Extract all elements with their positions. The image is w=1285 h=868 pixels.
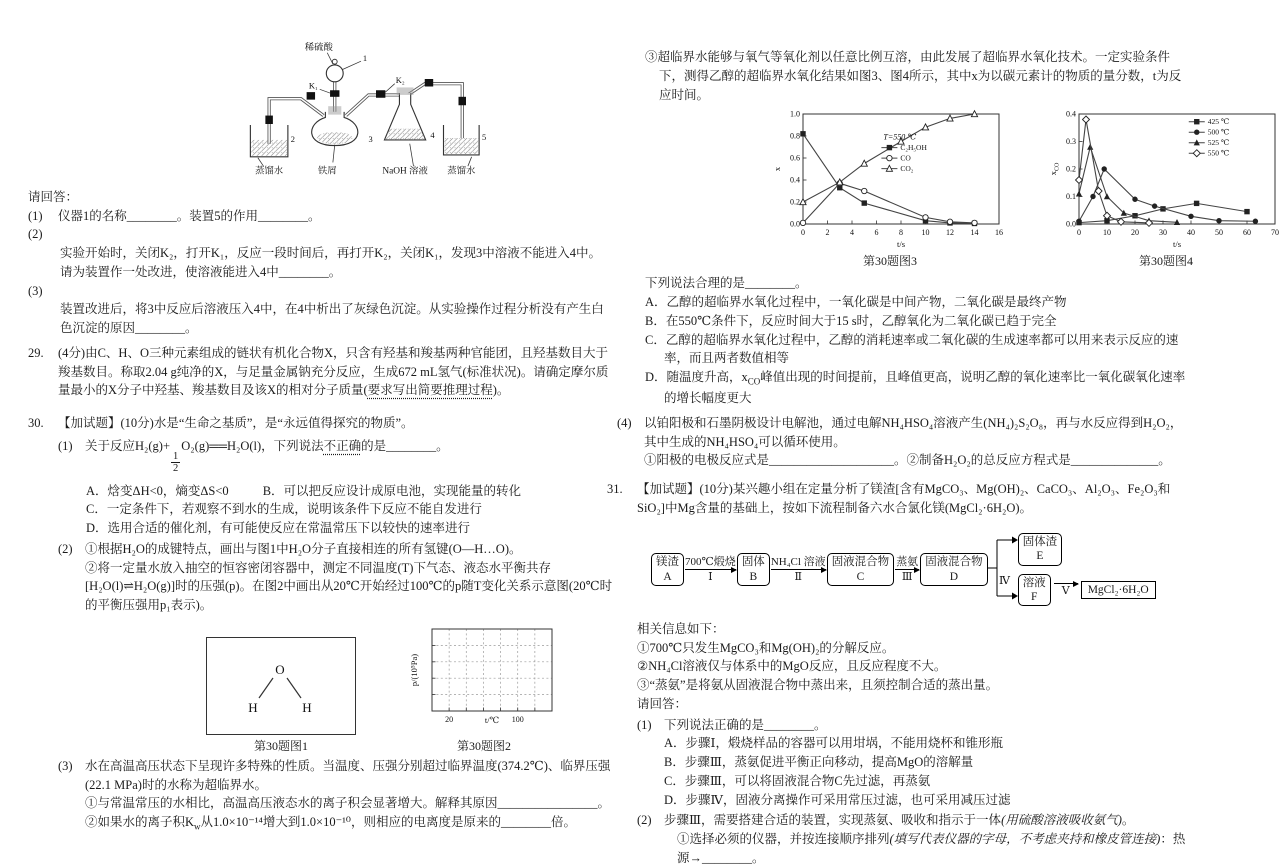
svg-text:0.0: 0.0 bbox=[790, 219, 800, 229]
kw-text-a: ②如果水的离子积K bbox=[85, 815, 195, 830]
svg-text:CO: CO bbox=[900, 153, 911, 163]
instrument-1-label: 1 bbox=[362, 53, 368, 64]
svg-text:0: 0 bbox=[1077, 228, 1081, 238]
flask-3-number: 3 bbox=[368, 133, 373, 144]
flow-box-E bbox=[1018, 533, 1063, 566]
svg-text:x: x bbox=[772, 167, 782, 172]
funnel-top bbox=[332, 59, 337, 64]
svg-text:0.2: 0.2 bbox=[790, 197, 800, 207]
q30-emphasis: 不正确 bbox=[323, 438, 362, 453]
box-letter: B bbox=[749, 570, 758, 583]
k1-label: K₁ bbox=[308, 80, 318, 91]
q30-sel-option-c: C．乙醇的超临界水氧化过程中，乙醇的消耗速率或二氧化碳的生成速率都可以用来表示反应的速率，而且两者数值相等 bbox=[645, 332, 1179, 366]
q28-item-1 bbox=[28, 207, 613, 226]
svg-text:0.4: 0.4 bbox=[1066, 109, 1076, 119]
q30-p4-line2: ①阳极的电极反应式是____________________。②制备H₂O₂的总反应方程式是______________。 bbox=[644, 453, 1171, 468]
svg-text:t/s: t/s bbox=[1172, 239, 1182, 250]
figure-3-caption: 第30题图3 bbox=[862, 254, 917, 269]
valve-k1 bbox=[330, 90, 339, 97]
q31-info-head: 相关信息如下： bbox=[637, 621, 725, 636]
q30-p2-line1: ①根据H₂O的成键特点，画出与图1中H₂O分子直接相连的所有氢键(O—H…O)。 bbox=[85, 541, 522, 556]
q28-item-2-text: 实验开始时，关闭K₂，打开K₁，反应一段时间后，再打开K₂，关闭K₁，发现3中溶液不能进入4中。请为装置作一处改进，使溶液能进入4中________。 bbox=[60, 246, 602, 279]
beaker-5-water bbox=[444, 138, 478, 154]
flow-box-A bbox=[651, 553, 684, 586]
svg-text:0.3: 0.3 bbox=[1066, 137, 1076, 147]
q30-sel-option-d bbox=[645, 368, 1189, 408]
oxidation-chart-550 bbox=[771, 108, 1009, 250]
flow-product: MgCl₂·6H₂O bbox=[1081, 581, 1156, 599]
q30-p3-line2: ①与常温常压的水相比，高温高压液态水的离子积会显著增大。解释其原因________________。 bbox=[85, 796, 611, 811]
arrow-label: NH₄Cl 溶液 bbox=[770, 555, 826, 568]
svg-text:0.1: 0.1 bbox=[1066, 192, 1076, 202]
arrow-label: 700℃煅烧 bbox=[685, 555, 736, 568]
part-number: (2) bbox=[58, 541, 73, 556]
tube-joint bbox=[459, 97, 467, 105]
svg-text:t/s: t/s bbox=[896, 239, 906, 250]
fraction-denominator: 2 bbox=[173, 462, 179, 474]
question-29-text bbox=[58, 344, 613, 400]
p2-line2-text: ①选择必须的仪器，并按连接顺序排列 bbox=[677, 832, 890, 847]
figure-2-caption: 第30题图2 bbox=[456, 738, 511, 753]
svg-text:8: 8 bbox=[899, 228, 903, 238]
item-number: (3) bbox=[28, 283, 43, 298]
q31-info-2: ②NH₄Cl溶液仅与体系中的MgO反应，且反应程度不大。 bbox=[637, 659, 947, 674]
svg-text:60: 60 bbox=[1243, 228, 1251, 238]
box-label: 固液混合物 bbox=[925, 556, 983, 569]
option-a: A．焓变ΔH<0，熵变ΔS<0 bbox=[86, 483, 229, 498]
question-29 bbox=[28, 344, 613, 400]
q30-option-c: C．一定条件下，若观察不到水的生成，说明该条件下反应不能自发进行 bbox=[86, 502, 482, 517]
iron-label: 铁屑 bbox=[317, 166, 337, 177]
q31-info-3: ③“蒸氨”是将氨从固液混合物中蒸出来，且须控制合适的蒸出量。 bbox=[637, 678, 999, 693]
box-letter: C bbox=[856, 570, 865, 583]
q30-option-d: D．选用合适的催化剂，有可能使反应在常温常压下以较快的速率进行 bbox=[86, 521, 471, 536]
box-letter: F bbox=[1030, 591, 1038, 604]
q30-figures-1-2 bbox=[206, 623, 613, 755]
question-30 bbox=[28, 414, 613, 834]
q30-part-3 bbox=[58, 757, 613, 834]
svg-text:t/℃: t/℃ bbox=[484, 714, 500, 725]
svg-text:16: 16 bbox=[995, 228, 1003, 238]
q28-item-3-text: 装置改进后，将3中反应后溶液压入4中，在4中析出了灰绿色沉淀。从实验操作过程分析没有产生白色沉淀的原因________。 bbox=[60, 302, 604, 335]
apparatus-figure bbox=[196, 38, 613, 186]
arrow-label: 蒸氨 bbox=[896, 555, 919, 568]
valve-k2 bbox=[376, 90, 385, 98]
svg-text:0.2: 0.2 bbox=[1066, 164, 1076, 174]
q31-option-d: D．步骤Ⅳ，固液分离操作可采用常压过滤，也可采用减压过滤 bbox=[664, 792, 1011, 807]
figure-4 bbox=[1047, 108, 1285, 270]
box-letter: E bbox=[1036, 550, 1044, 563]
funnel-bulb bbox=[326, 65, 343, 82]
q30-sel-option-a: A．乙醇的超临界水氧化过程中，一氧化碳是中间产物，二氧化碳是最终产物 bbox=[645, 295, 1067, 309]
q29-text: (4分)由C、H、O三种元素组成的链状有机化合物X，只含有羟基和羧基两种官能团，且羟基数目大于羧基数目。称取2.04 g纯净的X，与足量金属钠充分反应，生成672 mL氢气(标准状况)。请确定摩尔质量最小的X分子中羟基、羧基数目及该X的相对分子质量( bbox=[58, 345, 609, 398]
arrow-shaft bbox=[1054, 583, 1078, 584]
tube-joint bbox=[425, 79, 433, 87]
option-b: B．可以把反应设计成原电池，实现能量的转化 bbox=[262, 483, 522, 498]
q31-option-a: A．步骤Ⅰ，煅烧样品的容器可以用坩埚，不能用烧杯和锥形瓶 bbox=[664, 736, 1003, 751]
q30-head: 【加试题】(10分)水是“生命之基质”，是“永远值得探究的物质”。 bbox=[58, 416, 414, 430]
arrow-shaft bbox=[895, 569, 919, 570]
atom-H2: H bbox=[302, 699, 312, 715]
box-letter: D bbox=[949, 570, 959, 583]
atom-H1: H bbox=[248, 699, 258, 715]
beaker-5-number: 5 bbox=[481, 131, 487, 142]
p2-text-end: 。 bbox=[1121, 813, 1135, 828]
sel-d-text-a: D．随温度升高，x bbox=[645, 370, 748, 384]
fraction-numerator: 1 bbox=[173, 450, 179, 462]
flow-box-D bbox=[920, 553, 988, 586]
svg-text:425 ℃: 425 ℃ bbox=[1207, 117, 1230, 127]
arrow-step: Ⅱ bbox=[794, 571, 802, 584]
flow-fork bbox=[988, 526, 1018, 614]
arrow-step: Ⅰ bbox=[708, 571, 713, 584]
box-label: 固体渣 bbox=[1022, 535, 1058, 548]
p2-text: 步骤Ⅲ，需要搭建合适的装置，实现蒸氨、吸收和指示于一体 bbox=[664, 813, 1002, 828]
kw-subscript: w bbox=[194, 821, 201, 832]
svg-text:T=550 ℃: T=550 ℃ bbox=[883, 132, 917, 142]
svg-text:70: 70 bbox=[1271, 228, 1279, 238]
q31-option-b: B．步骤Ⅲ，蒸氨促进平衡正向移动，提高MgO的溶解量 bbox=[664, 755, 974, 770]
figure-2 bbox=[408, 623, 560, 755]
q31-qa-prompt: 请回答： bbox=[637, 696, 688, 711]
q31-part-1 bbox=[637, 716, 1189, 810]
iron-filings bbox=[317, 132, 353, 144]
flow-box-B bbox=[737, 553, 770, 586]
part-number: (1) bbox=[58, 438, 73, 453]
flow-arrow-1 bbox=[684, 556, 737, 584]
water-right-label: 蒸馏水 bbox=[447, 166, 476, 177]
flask-4-number: 4 bbox=[430, 130, 435, 141]
part-number: (4) bbox=[617, 415, 632, 430]
flow-arrow-2 bbox=[770, 556, 827, 584]
box-label: 固体 bbox=[741, 556, 765, 569]
q30-figures-3-4 bbox=[771, 108, 1279, 270]
co-fraction-chart bbox=[1047, 108, 1285, 250]
q30-stem-end: 的是________。 bbox=[361, 438, 449, 453]
q31-p2-line1 bbox=[664, 811, 1189, 830]
svg-text:1.0: 1.0 bbox=[790, 109, 800, 119]
part-number: (1) bbox=[637, 717, 652, 732]
arrow-step-4: Ⅳ bbox=[998, 574, 1010, 587]
arrow-shaft bbox=[771, 569, 826, 570]
water-molecule-diagram bbox=[207, 638, 353, 731]
q30-part-1 bbox=[58, 437, 613, 474]
question-number: 30. bbox=[28, 416, 44, 430]
flow-box-F bbox=[1018, 574, 1051, 607]
svg-text:C₂H₅OH: C₂H₅OH bbox=[900, 143, 927, 153]
right-column bbox=[607, 48, 1279, 868]
figure-1-caption: 第30题图1 bbox=[253, 738, 308, 753]
svg-text:p/(10⁵Pa): p/(10⁵Pa) bbox=[409, 653, 419, 687]
tube-joint bbox=[307, 92, 315, 100]
atom-O: O bbox=[275, 661, 285, 677]
q30-options-ab bbox=[86, 482, 613, 501]
svg-text:2: 2 bbox=[825, 228, 830, 238]
svg-text:14: 14 bbox=[970, 228, 979, 238]
svg-text:12: 12 bbox=[946, 228, 954, 238]
fraction-one-half bbox=[171, 451, 180, 474]
question-31 bbox=[607, 480, 1189, 868]
water-molecule-box bbox=[206, 637, 356, 735]
svg-text:0.8: 0.8 bbox=[790, 131, 800, 141]
q31-p1-stem: 下列说法正确的是________。 bbox=[664, 717, 827, 732]
q30-select-stem: 下列说法合理的是________。 bbox=[645, 276, 808, 291]
q29-text-end: )。 bbox=[492, 383, 510, 398]
box-label: 溶液 bbox=[1022, 576, 1046, 589]
k2-label: K₂ bbox=[395, 74, 405, 85]
svg-text:10: 10 bbox=[921, 228, 930, 238]
box-letter: A bbox=[663, 570, 672, 583]
kw-text-b: 从1.0×10⁻¹⁴增大到1.0×10⁻¹⁰，则相应的电离度是原来的________倍。 bbox=[200, 815, 576, 830]
q30-p4-line1: 以铂阳极和石墨阴极设计电解池，通过电解NH₄HSO₄溶液产生(NH₄)₂S₂O₈，再与水反应得到H₂O₂，其中生成的NH₄HSO₄可以循环使用。 bbox=[644, 415, 1183, 449]
svg-text:40: 40 bbox=[1187, 228, 1195, 238]
svg-text:6: 6 bbox=[874, 228, 879, 238]
question-number: 29. bbox=[28, 345, 44, 360]
q30-p3-line4: ③超临界水能够与氧气等氧化剂以任意比例互溶，由此发展了超临界水氧化技术。一定实验条件下，测得乙醇的超临界水氧化结果如图3、图4所示，其中x为以碳元素计的物质的量分数，t为反应时间。 bbox=[645, 50, 1182, 102]
svg-text:xCO: $x_{CO}$ bbox=[1048, 162, 1061, 176]
q30-sel-option-b: B．在550℃条件下，反应时间大于15 s时，乙醇氧化为二氧化碳已趋于完全 bbox=[645, 313, 1057, 328]
svg-text:0.4: 0.4 bbox=[790, 175, 800, 185]
q30-p2-line2: ②将一定量水放入抽空的恒容密闭容器中，测定不同温度(T)下气态、液态水平衡共存[H₂O(l)⇌H₂O(g)]时的压强(p)。在图2中画出从20℃开始经过100℃的p随T变化关系示意图(20℃时的平衡压强用p₁表示)。 bbox=[85, 560, 613, 613]
q29-emphasis: 要求写出简要推理过程 bbox=[367, 383, 493, 398]
naoh-label: NaOH 溶液 bbox=[382, 166, 428, 177]
figure-1 bbox=[206, 637, 356, 755]
q28-item-2 bbox=[28, 225, 613, 244]
item-number: (1) bbox=[28, 208, 43, 223]
left-column bbox=[28, 38, 613, 834]
sel-d-subscript: CO bbox=[747, 376, 761, 387]
naoh-solution bbox=[384, 129, 425, 140]
q30-part-3-continued bbox=[645, 48, 1279, 408]
p2-line2-end: ：热源→________。 bbox=[677, 832, 1186, 865]
tube-joint bbox=[265, 116, 273, 124]
svg-text:CO₂: CO₂ bbox=[900, 164, 914, 174]
p2-line2-italic-note: (填写代表仪器的字母，不考虑夹持和橡皮管连接) bbox=[889, 832, 1161, 847]
q31-part-2 bbox=[637, 811, 1189, 867]
svg-text:0.0: 0.0 bbox=[1066, 219, 1076, 229]
q31-p2-line2 bbox=[677, 830, 1189, 868]
process-flowchart bbox=[651, 526, 1189, 614]
water-left-label: 蒸馏水 bbox=[255, 166, 284, 177]
box-label: 镁渣 bbox=[656, 556, 679, 569]
beaker-2-water bbox=[251, 140, 287, 156]
question-number: 31. bbox=[607, 482, 623, 496]
flow-box-C bbox=[827, 553, 895, 586]
beaker-2-number: 2 bbox=[290, 133, 295, 144]
svg-text:4: 4 bbox=[850, 228, 854, 238]
item-number: (2) bbox=[28, 227, 43, 242]
svg-text:525 ℃: 525 ℃ bbox=[1207, 138, 1230, 148]
q30-part-4 bbox=[617, 414, 1189, 470]
svg-text:50: 50 bbox=[1215, 228, 1223, 238]
svg-text:20: 20 bbox=[1131, 228, 1139, 238]
figure-3 bbox=[771, 108, 1009, 270]
sel-d-text-b: 峰值出现的时间提前，且峰值更高，说明乙醇的氧化速率比一氧化碳氧化速率的增长幅度更大 bbox=[664, 370, 1186, 405]
svg-text:100: 100 bbox=[511, 714, 524, 724]
q31-head: 【加试题】(10分)某兴趣小组在定量分析了镁渣[含有MgCO₃、Mg(OH)₂、CaCO₃、Al₂O₃、Fe₂O₃和SiO₂]中Mg含量的基础上，按如下流程制备六水合氯化镁(MgCl₂·6H₂O)。 bbox=[637, 482, 1171, 515]
qa-prompt: 请回答： bbox=[28, 189, 79, 204]
svg-text:0: 0 bbox=[801, 228, 805, 238]
svg-text:500 ℃: 500 ℃ bbox=[1207, 127, 1230, 137]
svg-text:10: 10 bbox=[1103, 228, 1111, 238]
svg-text:30: 30 bbox=[1159, 228, 1167, 238]
q30-part-2 bbox=[58, 540, 613, 615]
flow-arrow-5 bbox=[1053, 582, 1079, 598]
item-text: 仪器1的名称________。装置5的作用________。 bbox=[58, 208, 321, 223]
q30-p3-line3 bbox=[85, 813, 613, 834]
arrow-step: Ⅴ bbox=[1061, 585, 1070, 598]
svg-text:20: 20 bbox=[445, 714, 454, 724]
figure-4-caption: 第30题图4 bbox=[1138, 254, 1193, 269]
pressure-temperature-grid bbox=[408, 623, 560, 735]
arrow-shaft bbox=[685, 569, 736, 570]
conical-stopper bbox=[397, 87, 414, 95]
arrow-step: Ⅲ bbox=[901, 571, 913, 584]
q31-info-1: ①700℃只发生MgCO₃和Mg(OH)₂的分解反应。 bbox=[637, 640, 895, 655]
q30-p3-line1: 水在高温高压状态下呈现许多特殊的性质。当温度、压强分别超过临界温度(374.2℃)、临界压强(22.1 MPa)时的水称为超临界水。 bbox=[85, 758, 611, 792]
tube-right bbox=[346, 95, 402, 116]
reaction-right: O₂(g)══H₂O(l)，下列说法 bbox=[181, 438, 324, 453]
part-number: (2) bbox=[637, 813, 652, 828]
flow-arrow-3 bbox=[894, 556, 920, 584]
q28-item-3 bbox=[28, 282, 613, 301]
apparatus-diagram bbox=[196, 38, 496, 180]
acid-label: 稀硫酸 bbox=[304, 42, 333, 53]
box-label: 固液混合物 bbox=[831, 556, 890, 569]
svg-text:0.6: 0.6 bbox=[790, 153, 800, 163]
q30-part1-stem bbox=[85, 437, 613, 474]
p2-italic-note: (用硫酸溶液吸收氨气) bbox=[1001, 813, 1122, 828]
reaction-left: 关于反应H₂(g)+ bbox=[85, 438, 171, 453]
part-number: (3) bbox=[58, 758, 73, 773]
flask-stopper bbox=[328, 106, 341, 114]
svg-text:550 ℃: 550 ℃ bbox=[1207, 148, 1230, 158]
q31-option-c: C．步骤Ⅲ，可以将固液混合物C先过滤，再蒸氨 bbox=[664, 773, 931, 788]
